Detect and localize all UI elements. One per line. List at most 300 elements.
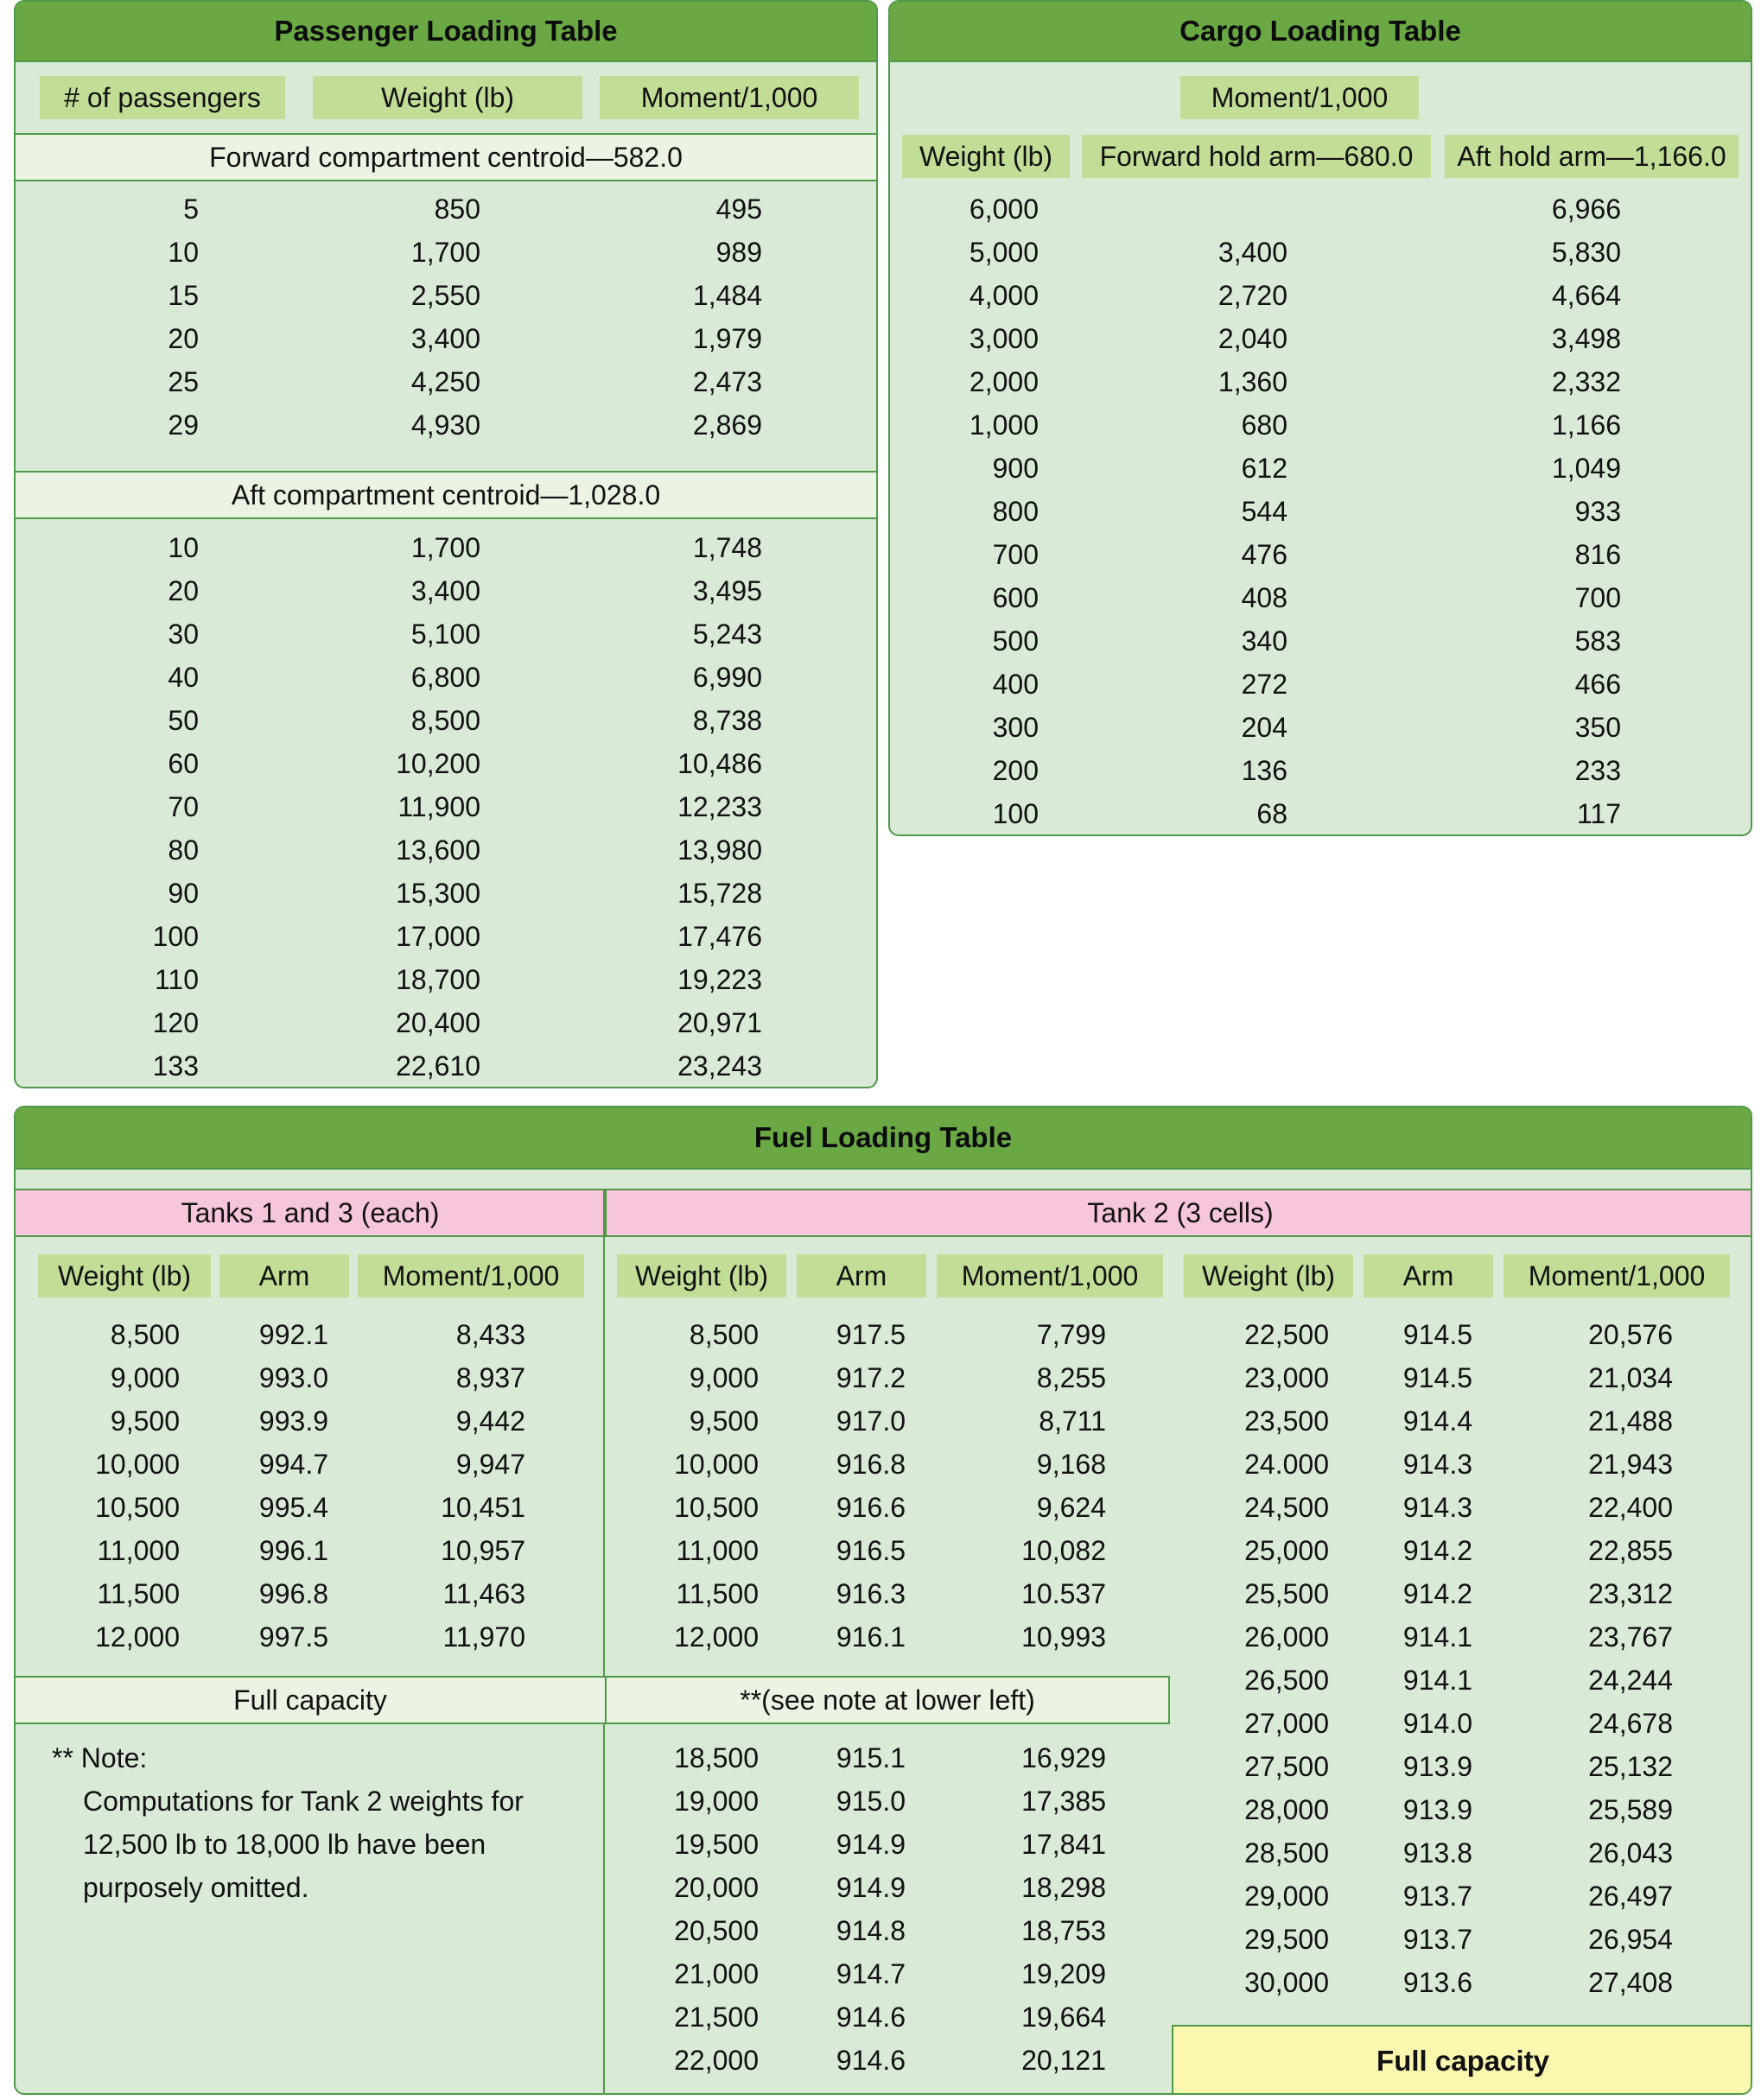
tank2-row-cell: 914.4 bbox=[1402, 1405, 1472, 1437]
tank2-row-cell: 28,500 bbox=[1244, 1837, 1329, 1868]
tank2-row-cell: 9,624 bbox=[1036, 1492, 1106, 1523]
cargo-row-cell: 816 bbox=[1574, 539, 1621, 570]
note-title: ** Note: bbox=[52, 1742, 148, 1773]
aft-row-cell: 10,200 bbox=[396, 748, 480, 779]
tank2-row-cell: 29,500 bbox=[1244, 1924, 1329, 1955]
forward-row-cell: 2,473 bbox=[692, 366, 762, 397]
tank2-row-cell: 26,497 bbox=[1588, 1881, 1673, 1912]
cargo-row-cell: 2,040 bbox=[1217, 323, 1287, 354]
cargo-row-cell: 6,000 bbox=[969, 194, 1039, 225]
tank2-row bbox=[16, 1399, 1751, 1443]
cargo-row-cell: 233 bbox=[1574, 755, 1621, 786]
forward-row-cell: 850 bbox=[434, 194, 480, 225]
forward-row-cell: 3,400 bbox=[410, 323, 480, 354]
tank2-row-cell: 8,500 bbox=[689, 1319, 759, 1350]
aft-row bbox=[16, 569, 876, 612]
aft-row-cell: 60 bbox=[168, 748, 199, 779]
aft-row bbox=[16, 828, 876, 872]
aft-row-cell: 20,971 bbox=[677, 1007, 762, 1038]
tank2-row-cell: 23,312 bbox=[1588, 1578, 1673, 1609]
tank2-row-cell: 914.5 bbox=[1402, 1362, 1472, 1393]
aft-row-cell: 23,243 bbox=[677, 1050, 762, 1082]
tanks13-row-cell: 8,433 bbox=[455, 1319, 525, 1350]
cargo-row-cell: 340 bbox=[1241, 625, 1287, 657]
cargo-moment-header: Moment/1,000 bbox=[1180, 76, 1419, 119]
tank2-row bbox=[16, 1615, 1751, 1659]
tank2-row-cell: 914.2 bbox=[1402, 1535, 1472, 1566]
cargo-row-cell: 3,400 bbox=[1217, 237, 1287, 268]
cargo-col-aft-header: Aft hold arm—1,166.0 bbox=[1445, 135, 1739, 178]
tank2-row-cell: 914.0 bbox=[1402, 1708, 1472, 1739]
tank2-row-cell: 25,500 bbox=[1244, 1578, 1329, 1609]
tank2-row-cell: 17,841 bbox=[1021, 1829, 1106, 1860]
cargo-row bbox=[890, 490, 1751, 533]
cargo-row bbox=[890, 317, 1751, 360]
tank2-row-cell: 914.7 bbox=[836, 1958, 906, 1989]
cargo-row-cell: 6,966 bbox=[1551, 194, 1621, 225]
note-line-2: 12,500 lb to 18,000 lb have been bbox=[83, 1829, 486, 1860]
aft-row-cell: 8,738 bbox=[692, 705, 762, 736]
tank2-row-cell: 916.3 bbox=[836, 1578, 906, 1609]
tanks13-row-cell: 996.1 bbox=[258, 1535, 328, 1566]
tank2-row-cell: 18,753 bbox=[1021, 1915, 1106, 1946]
tank2-row-cell: 10,500 bbox=[674, 1492, 759, 1523]
tank2-row-cell: 20,000 bbox=[674, 1872, 759, 1903]
cargo-row-cell: 100 bbox=[992, 798, 1039, 829]
tank2-row-cell: 22,000 bbox=[674, 2045, 759, 2076]
cargo-row-cell: 2,720 bbox=[1217, 280, 1287, 311]
aft-row-cell: 6,990 bbox=[692, 662, 762, 693]
tank2-row-cell: 28,000 bbox=[1244, 1794, 1329, 1825]
note-line-3: purposely omitted. bbox=[83, 1872, 309, 1903]
forward-row bbox=[16, 274, 876, 317]
cargo-col-weight-header: Weight (lb) bbox=[902, 135, 1070, 178]
forward-row-cell: 10 bbox=[168, 237, 199, 268]
tanks13-row-cell: 11,970 bbox=[442, 1621, 525, 1653]
aft-row-cell: 70 bbox=[168, 791, 199, 822]
tanks13-row-cell: 11,500 bbox=[97, 1578, 180, 1609]
tank2-row-cell: 9,168 bbox=[1036, 1449, 1106, 1480]
cargo-row bbox=[890, 792, 1751, 835]
tanks13-row-cell: 11,463 bbox=[442, 1578, 525, 1609]
cargo-row-cell: 2,000 bbox=[969, 366, 1039, 397]
tank2-row-cell: 22,500 bbox=[1244, 1319, 1329, 1350]
tanks13-row-cell: 9,500 bbox=[110, 1405, 180, 1437]
tanks13-row-cell: 993.9 bbox=[258, 1405, 328, 1437]
cargo-col-forward-header: Forward hold arm—680.0 bbox=[1082, 135, 1431, 178]
tank2-row-cell: 914.6 bbox=[836, 2002, 906, 2033]
tank2-row-cell: 21,943 bbox=[1588, 1449, 1673, 1480]
see-note-label: **(see note at lower left) bbox=[605, 1676, 1170, 1724]
tank2-row bbox=[16, 1486, 1751, 1529]
aft-row-cell: 40 bbox=[168, 662, 199, 693]
forward-row bbox=[16, 317, 876, 360]
cargo-row-cell: 476 bbox=[1241, 539, 1287, 570]
tank2-row-cell: 913.6 bbox=[1402, 1967, 1472, 1998]
passenger-table-title: Passenger Loading Table bbox=[16, 2, 876, 62]
tank2-row-cell: 914.3 bbox=[1402, 1492, 1472, 1523]
tank2-row-cell: 24.000 bbox=[1244, 1449, 1329, 1480]
aft-row-cell: 5,100 bbox=[410, 619, 480, 650]
tank2-row-cell: 20,576 bbox=[1588, 1319, 1673, 1350]
cargo-row-cell: 204 bbox=[1241, 712, 1287, 743]
tank2-row-cell: 9,000 bbox=[689, 1362, 759, 1393]
aft-row bbox=[16, 612, 876, 656]
t13-moment-header: Moment/1,000 bbox=[358, 1254, 584, 1297]
aft-row-cell: 1,748 bbox=[692, 532, 762, 563]
tank2-row-cell: 19,000 bbox=[674, 1786, 759, 1817]
fuel-loading-table bbox=[14, 1106, 1752, 2095]
cargo-row-cell: 500 bbox=[992, 625, 1039, 657]
cargo-row-cell: 200 bbox=[992, 755, 1039, 786]
tank2-row-cell: 913.8 bbox=[1402, 1837, 1472, 1868]
cargo-row-cell: 583 bbox=[1574, 625, 1621, 657]
t2c-moment-header: Moment/1,000 bbox=[1504, 1254, 1730, 1297]
cargo-row-cell: 1,000 bbox=[969, 409, 1039, 441]
forward-row bbox=[16, 403, 876, 447]
tank2-row-cell: 914.9 bbox=[836, 1829, 906, 1860]
cargo-row bbox=[890, 360, 1751, 403]
forward-row-cell: 5 bbox=[183, 194, 199, 225]
aft-row-cell: 1,700 bbox=[410, 532, 480, 563]
aft-row bbox=[16, 785, 876, 828]
aft-row-cell: 6,800 bbox=[410, 662, 480, 693]
tank2-row bbox=[16, 1356, 1751, 1399]
tank2-row bbox=[16, 1443, 1751, 1486]
tanks13-row-cell: 996.8 bbox=[258, 1578, 328, 1609]
tank2-row-cell: 18,500 bbox=[674, 1742, 759, 1773]
aft-row-cell: 100 bbox=[152, 921, 199, 952]
aft-row-cell: 8,500 bbox=[410, 705, 480, 736]
cargo-row-cell: 350 bbox=[1574, 712, 1621, 743]
forward-row-cell: 1,484 bbox=[692, 280, 762, 311]
tank2-label: Tank 2 (3 cells) bbox=[605, 1189, 1752, 1237]
tank2-row-cell: 11,500 bbox=[676, 1578, 759, 1609]
aft-row-cell: 15,728 bbox=[677, 878, 762, 909]
passenger-loading-table bbox=[14, 0, 878, 1088]
cargo-row bbox=[890, 231, 1751, 274]
forward-row-cell: 1,700 bbox=[410, 237, 480, 268]
tanks13-row-cell: 997.5 bbox=[258, 1621, 328, 1653]
aft-row-cell: 17,476 bbox=[677, 921, 762, 952]
cargo-row bbox=[890, 533, 1751, 576]
forward-row-cell: 15 bbox=[168, 280, 199, 311]
aft-row-cell: 110 bbox=[154, 964, 199, 995]
tank2-row-cell: 917.2 bbox=[836, 1362, 906, 1393]
tank2-row bbox=[16, 1918, 1751, 1961]
cargo-row-cell: 466 bbox=[1574, 669, 1621, 700]
tank2-row-cell: 24,244 bbox=[1588, 1665, 1673, 1696]
cargo-row bbox=[890, 187, 1751, 231]
tanks13-full-capacity: Full capacity bbox=[16, 1676, 605, 1724]
aft-row bbox=[16, 915, 876, 958]
tank2-row-cell: 913.7 bbox=[1402, 1924, 1472, 1955]
tank2-row-cell: 23,767 bbox=[1588, 1621, 1673, 1653]
tank2-row-cell: 18,298 bbox=[1021, 1872, 1106, 1903]
tank2-row-cell: 916.1 bbox=[836, 1621, 906, 1653]
tanks13-row-cell: 10,500 bbox=[95, 1492, 180, 1523]
tanks13-row-cell: 11,000 bbox=[97, 1535, 180, 1566]
cargo-row bbox=[890, 576, 1751, 619]
tank2-row-cell: 20,121 bbox=[1021, 2045, 1106, 2076]
t13-arm-header: Arm bbox=[219, 1254, 349, 1297]
cargo-row-cell: 5,000 bbox=[969, 237, 1039, 268]
aft-row-cell: 80 bbox=[168, 834, 199, 866]
aft-compartment-rows bbox=[16, 526, 876, 1088]
tank2-row-cell: 16,929 bbox=[1021, 1742, 1106, 1773]
aft-row-cell: 90 bbox=[168, 878, 199, 909]
forward-row-cell: 4,930 bbox=[410, 409, 480, 441]
tanks13-row-cell: 8,500 bbox=[110, 1319, 180, 1350]
t2c-weight-header: Weight (lb) bbox=[1184, 1254, 1353, 1297]
tank2-row-cell: 913.7 bbox=[1402, 1881, 1472, 1912]
aft-compartment-label: Aft compartment centroid—1,028.0 bbox=[16, 471, 876, 519]
cargo-row bbox=[890, 274, 1751, 317]
aft-row-cell: 120 bbox=[152, 1007, 199, 1038]
tank2-row-cell: 913.9 bbox=[1402, 1751, 1472, 1782]
cargo-row-cell: 680 bbox=[1241, 409, 1287, 441]
tank2-row-cell: 20,500 bbox=[674, 1915, 759, 1946]
note-line-1: Computations for Tank 2 weights for bbox=[83, 1786, 524, 1817]
tank2-row-cell: 914.6 bbox=[836, 2045, 906, 2076]
forward-row-cell: 2,869 bbox=[692, 409, 762, 441]
aft-row bbox=[16, 872, 876, 915]
forward-row bbox=[16, 187, 876, 231]
cargo-rows bbox=[890, 187, 1751, 835]
tank2-row bbox=[16, 1529, 1751, 1572]
tank2-row-cell: 17,385 bbox=[1021, 1786, 1106, 1817]
tank2-row-cell: 21,488 bbox=[1588, 1405, 1673, 1437]
tanks13-label: Tanks 1 and 3 (each) bbox=[16, 1189, 605, 1237]
aft-row-cell: 133 bbox=[152, 1050, 199, 1082]
tank2-row-cell: 914.8 bbox=[836, 1915, 906, 1946]
aft-row-cell: 13,980 bbox=[677, 834, 762, 866]
tank2-row-cell: 21,500 bbox=[674, 2002, 759, 2033]
tank2-row-cell: 21,034 bbox=[1588, 1362, 1673, 1393]
cargo-row-cell: 600 bbox=[992, 582, 1039, 613]
aft-row bbox=[16, 958, 876, 1001]
cargo-row-cell: 68 bbox=[1256, 798, 1287, 829]
fuel-table-title: Fuel Loading Table bbox=[16, 1107, 1751, 1170]
tank2-row-cell: 25,132 bbox=[1588, 1751, 1673, 1782]
t2a-moment-header: Moment/1,000 bbox=[937, 1254, 1163, 1297]
tank2-row-cell: 917.0 bbox=[836, 1405, 906, 1437]
tank2-row-cell: 915.0 bbox=[836, 1786, 906, 1817]
aft-row-cell: 10,486 bbox=[677, 748, 762, 779]
cargo-row-cell: 117 bbox=[1576, 798, 1621, 829]
t2a-arm-header: Arm bbox=[797, 1254, 926, 1297]
tank2-row-cell: 21,000 bbox=[674, 1958, 759, 1989]
tank2-row-cell: 914.1 bbox=[1402, 1665, 1472, 1696]
cargo-row bbox=[890, 749, 1751, 792]
cargo-row-cell: 700 bbox=[992, 539, 1039, 570]
tank2-row-cell: 914.2 bbox=[1402, 1578, 1472, 1609]
tank2-row-cell: 11,000 bbox=[676, 1535, 759, 1566]
passenger-col-moment-header: Moment/1,000 bbox=[600, 76, 859, 119]
cargo-row bbox=[890, 403, 1751, 447]
aft-row-cell: 5,243 bbox=[692, 619, 762, 650]
forward-compartment-rows bbox=[16, 187, 876, 447]
passenger-col-weight-header: Weight (lb) bbox=[313, 76, 582, 119]
tank2-row-cell: 915.1 bbox=[836, 1742, 906, 1773]
forward-row-cell: 25 bbox=[168, 366, 199, 397]
tank2-row-cell: 24,500 bbox=[1244, 1492, 1329, 1523]
tanks13-row-cell: 992.1 bbox=[258, 1319, 328, 1350]
t13-weight-header: Weight (lb) bbox=[38, 1254, 211, 1297]
tank2-row-cell: 29,000 bbox=[1244, 1881, 1329, 1912]
aft-row-cell: 3,495 bbox=[692, 575, 762, 606]
tanks13-row-cell: 9,947 bbox=[455, 1449, 525, 1480]
tanks13-row-cell: 10,957 bbox=[441, 1535, 525, 1566]
cargo-row-cell: 300 bbox=[992, 712, 1039, 743]
cargo-row-cell: 4,000 bbox=[969, 280, 1039, 311]
tank2-row-cell: 19,664 bbox=[1021, 2002, 1106, 2033]
aft-row bbox=[16, 699, 876, 742]
tank2-row-cell: 26,000 bbox=[1244, 1621, 1329, 1653]
cargo-row-cell: 612 bbox=[1241, 453, 1287, 484]
tank2-row-cell: 8,711 bbox=[1039, 1405, 1106, 1437]
tank2-row bbox=[16, 1572, 1751, 1615]
tanks13-row-cell: 994.7 bbox=[258, 1449, 328, 1480]
aft-row-cell: 17,000 bbox=[396, 921, 480, 952]
tank2-row-cell: 22,855 bbox=[1588, 1535, 1673, 1566]
forward-row-cell: 4,250 bbox=[410, 366, 480, 397]
tank2-row-cell: 10.537 bbox=[1021, 1578, 1106, 1609]
tank2-row-cell: 10,993 bbox=[1021, 1621, 1106, 1653]
tanks13-row-cell: 993.0 bbox=[258, 1362, 328, 1393]
cargo-row-cell: 272 bbox=[1241, 669, 1287, 700]
aft-row-cell: 22,610 bbox=[396, 1050, 480, 1082]
aft-row-cell: 50 bbox=[168, 705, 199, 736]
tank2-row-cell: 8,255 bbox=[1036, 1362, 1106, 1393]
tank2-row-cell: 22,400 bbox=[1588, 1492, 1673, 1523]
forward-row-cell: 495 bbox=[715, 194, 762, 225]
cargo-table-title: Cargo Loading Table bbox=[890, 2, 1751, 62]
tank2-row-cell: 914.1 bbox=[1402, 1621, 1472, 1653]
aft-row bbox=[16, 526, 876, 569]
aft-row-cell: 19,223 bbox=[677, 964, 762, 995]
tank2-row-cell: 25,589 bbox=[1588, 1794, 1673, 1825]
aft-row-cell: 30 bbox=[168, 619, 199, 650]
aft-row-cell: 11,900 bbox=[397, 791, 480, 822]
tanks13-row-cell: 10,000 bbox=[95, 1449, 180, 1480]
forward-row-cell: 2,550 bbox=[410, 280, 480, 311]
aft-row-cell: 18,700 bbox=[396, 964, 480, 995]
aft-row-cell: 10 bbox=[168, 532, 199, 563]
tank2-row-cell: 19,500 bbox=[674, 1829, 759, 1860]
passenger-col-count-header: # of passengers bbox=[40, 76, 285, 119]
tanks13-row-cell: 12,000 bbox=[95, 1621, 180, 1653]
tank2-row-cell: 916.6 bbox=[836, 1492, 906, 1523]
tank2-row-cell: 916.5 bbox=[836, 1535, 906, 1566]
tank2-row-cell: 917.5 bbox=[836, 1319, 906, 1350]
tank2-full-capacity: Full capacity bbox=[1172, 2025, 1752, 2095]
cargo-row-cell: 1,360 bbox=[1217, 366, 1287, 397]
tank2-row bbox=[16, 1961, 1751, 2004]
tank2-row-cell: 26,954 bbox=[1588, 1924, 1673, 1955]
aft-row-cell: 15,300 bbox=[396, 878, 480, 909]
tank2-row-cell: 10,082 bbox=[1021, 1535, 1106, 1566]
tank2-row-cell: 25,000 bbox=[1244, 1535, 1329, 1566]
tanks13-row-cell: 995.4 bbox=[258, 1492, 328, 1523]
tank2-row-cell: 30,000 bbox=[1244, 1967, 1329, 1998]
t2a-weight-header: Weight (lb) bbox=[617, 1254, 786, 1297]
cargo-row bbox=[890, 447, 1751, 490]
tanks13-row-cell: 10,451 bbox=[441, 1492, 525, 1523]
tank2-row-cell: 27,408 bbox=[1588, 1967, 1673, 1998]
aft-row bbox=[16, 656, 876, 699]
aft-row-cell: 13,600 bbox=[396, 834, 480, 866]
cargo-row-cell: 544 bbox=[1241, 496, 1287, 527]
tank2-row-cell: 7,799 bbox=[1036, 1319, 1106, 1350]
cargo-row bbox=[890, 619, 1751, 663]
aft-row bbox=[16, 742, 876, 785]
forward-row bbox=[16, 360, 876, 403]
tank2-row-cell: 23,000 bbox=[1244, 1362, 1329, 1393]
aft-row bbox=[16, 1001, 876, 1044]
cargo-row-cell: 400 bbox=[992, 669, 1039, 700]
aft-row-cell: 12,233 bbox=[677, 791, 762, 822]
tank2-row-cell: 914.9 bbox=[836, 1872, 906, 1903]
tank2-row-cell: 27,000 bbox=[1244, 1708, 1329, 1739]
cargo-loading-table bbox=[888, 0, 1752, 836]
aft-row-cell: 20,400 bbox=[396, 1007, 480, 1038]
aft-row bbox=[16, 1044, 876, 1088]
cargo-row-cell: 4,664 bbox=[1551, 280, 1621, 311]
aft-row-cell: 3,400 bbox=[410, 575, 480, 606]
tank2-row-cell: 19,209 bbox=[1021, 1958, 1106, 1989]
cargo-row-cell: 900 bbox=[992, 453, 1039, 484]
forward-row-cell: 1,979 bbox=[692, 323, 762, 354]
tanks13-row-cell: 9,000 bbox=[110, 1362, 180, 1393]
tank2-row-cell: 26,043 bbox=[1588, 1837, 1673, 1868]
tank2-row-cell: 9,500 bbox=[689, 1405, 759, 1437]
cargo-row-cell: 1,166 bbox=[1551, 409, 1621, 441]
tank2-row-cell: 914.3 bbox=[1402, 1449, 1472, 1480]
cargo-row-cell: 3,000 bbox=[969, 323, 1039, 354]
forward-compartment-label: Forward compartment centroid—582.0 bbox=[16, 133, 876, 181]
cargo-row-cell: 933 bbox=[1574, 496, 1621, 527]
forward-row-cell: 20 bbox=[168, 323, 199, 354]
tank2-row-cell: 23,500 bbox=[1244, 1405, 1329, 1437]
aft-row-cell: 20 bbox=[168, 575, 199, 606]
cargo-row-cell: 5,830 bbox=[1551, 237, 1621, 268]
tank2-row-cell: 913.9 bbox=[1402, 1794, 1472, 1825]
cargo-row bbox=[890, 706, 1751, 749]
cargo-row-cell: 1,049 bbox=[1551, 453, 1621, 484]
tank2-row-cell: 12,000 bbox=[674, 1621, 759, 1653]
forward-row bbox=[16, 231, 876, 274]
tank2-row bbox=[16, 1313, 1751, 1356]
tanks13-row-cell: 8,937 bbox=[455, 1362, 525, 1393]
cargo-row-cell: 2,332 bbox=[1551, 366, 1621, 397]
tanks13-row-cell: 9,442 bbox=[455, 1405, 525, 1437]
tank2-row-cell: 914.5 bbox=[1402, 1319, 1472, 1350]
tank2-row-cell: 27,500 bbox=[1244, 1751, 1329, 1782]
cargo-row-cell: 408 bbox=[1241, 582, 1287, 613]
cargo-row-cell: 3,498 bbox=[1551, 323, 1621, 354]
forward-row-cell: 989 bbox=[715, 237, 762, 268]
forward-row-cell: 29 bbox=[168, 409, 199, 441]
tank2-row-cell: 10,000 bbox=[674, 1449, 759, 1480]
tank2-row-cell: 916.8 bbox=[836, 1449, 906, 1480]
cargo-row bbox=[890, 663, 1751, 706]
cargo-row-cell: 700 bbox=[1574, 582, 1621, 613]
tank2-row-cell: 26,500 bbox=[1244, 1665, 1329, 1696]
t2c-arm-header: Arm bbox=[1364, 1254, 1493, 1297]
cargo-row-cell: 136 bbox=[1241, 755, 1287, 786]
tank2-row-cell: 24,678 bbox=[1588, 1708, 1673, 1739]
